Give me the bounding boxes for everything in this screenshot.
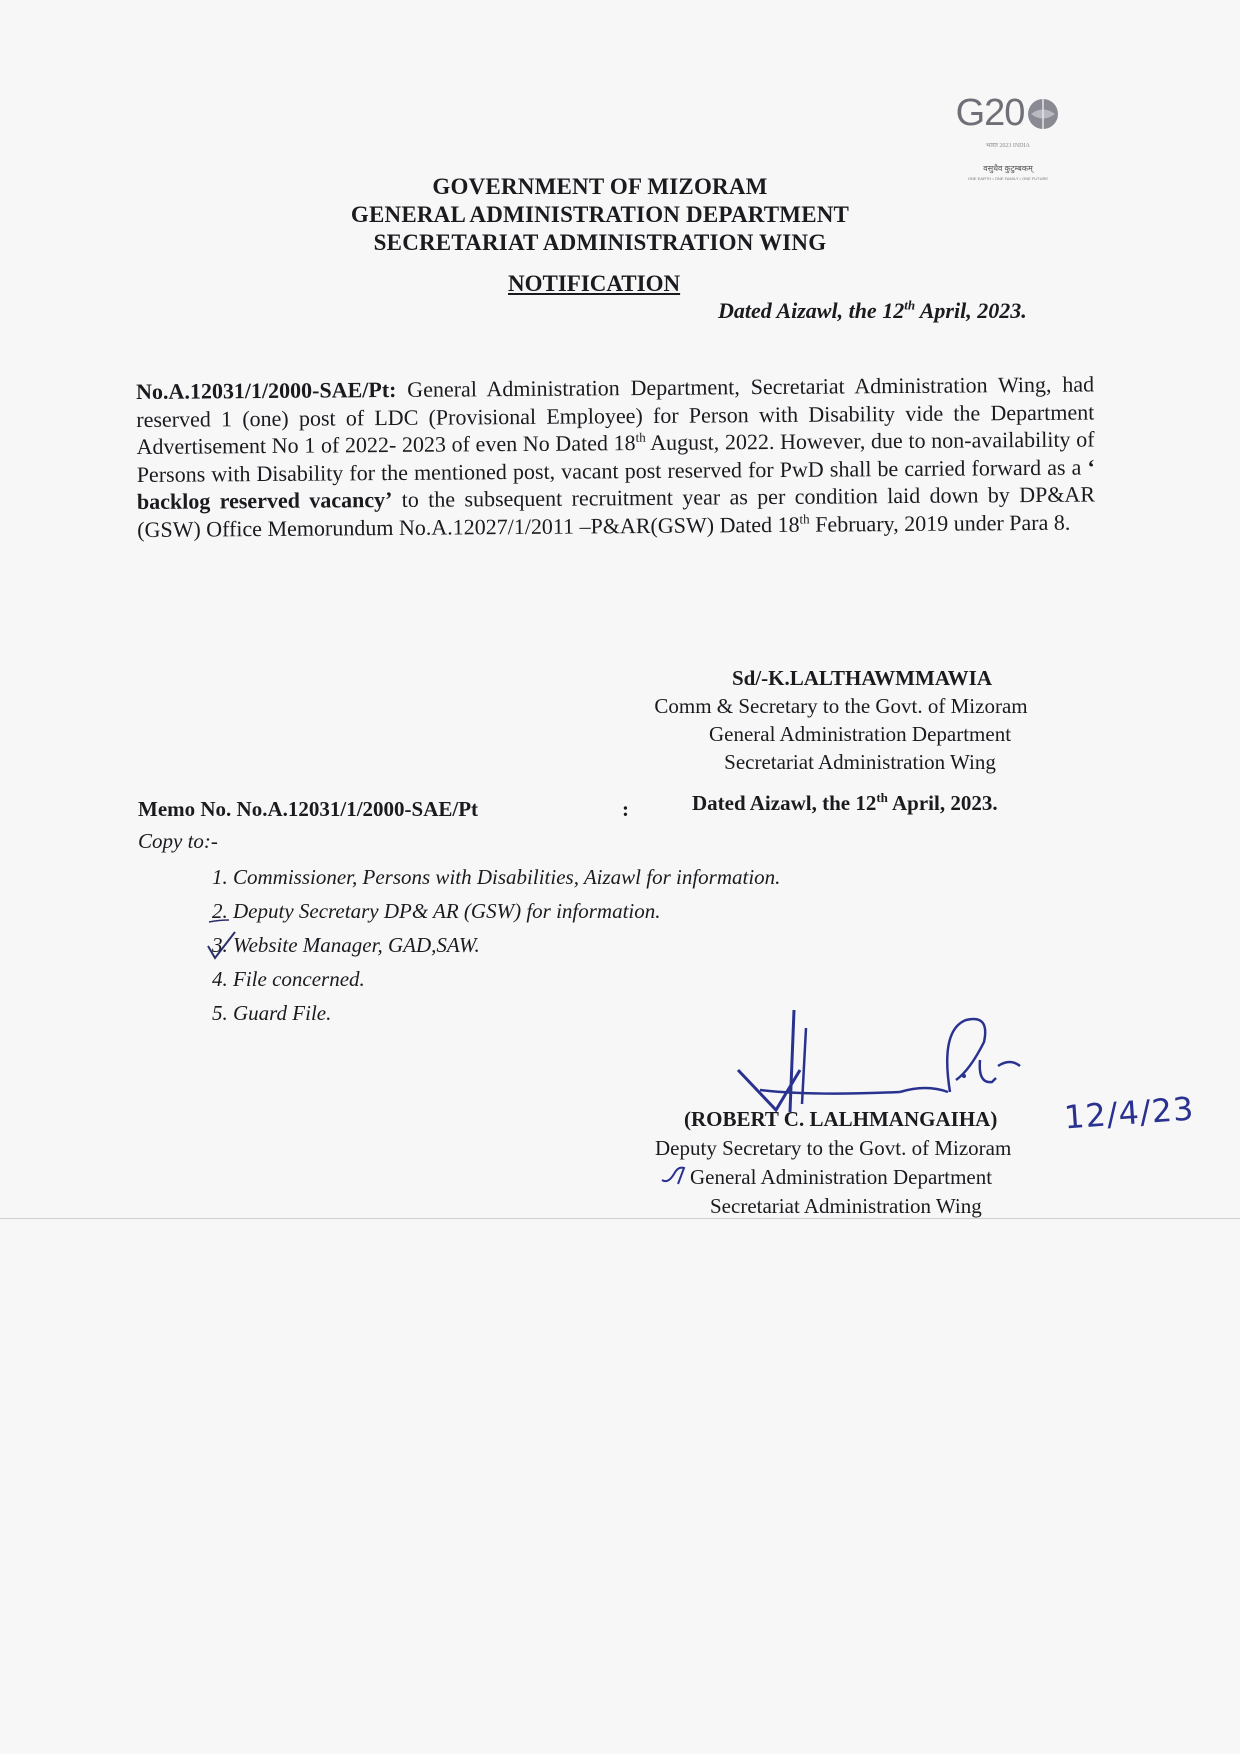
g20-caption-hi: वसुधैव कुटुम्बकम् (983, 164, 1033, 173)
copy-list-item: 1. Commissioner, Persons with Disabilities, Aizawl for information. (212, 865, 781, 889)
copy-list-item: 4. File concerned. (212, 967, 365, 991)
copy-list-item: 2. Deputy Secretary DP& AR (GSW) for information. (212, 899, 661, 923)
signatory-2-title-2: General Administration Department (690, 1165, 993, 1189)
pen-initial-mark (660, 1164, 688, 1186)
reference-number: No.A.12031/1/2000-SAE/Pt: (136, 376, 397, 404)
memo-colon: : (622, 797, 629, 821)
copy-list-item: 5. Guard File. (212, 1001, 332, 1025)
body-sup-1: th (635, 429, 646, 445)
g20-tagline: भारत 2023 INDIA (986, 143, 1030, 149)
scan-artifact-line (0, 1218, 1240, 1219)
date-sup: th (904, 297, 916, 313)
body-text-3: to the subsequent recruitment year as per condition laid down by DP&AR (GSW) Office Memorundum No.A.12027/1/2011 –P&AR(GSW) Dated 18 (137, 481, 1096, 542)
body-text-1: General Administration Department, Secretariat Administration Wing, had reserved 1 (one) post of LDC (Provisional Employee) for Person with Disability vide the Department Advertisement No 1 of 2022- 2023 of even No Dated 18 (136, 371, 1095, 459)
g20-logo-text: G20 (955, 92, 1025, 134)
memo-number: Memo No. No.A.12031/1/2000-SAE/Pt (138, 797, 479, 821)
header-line-2: GENERAL ADMINISTRATION DEPARTMENT (350, 202, 850, 227)
date-prefix: Dated Aizawl, the 12 (718, 298, 905, 323)
memo-date-prefix: Dated Aizawl, the 12 (692, 791, 877, 815)
notification-body (136, 370, 1095, 543)
g20-caption-en: ONE EARTH • ONE FAMILY • ONE FUTURE (967, 176, 1049, 181)
handwritten-date: 12/4/23 (1062, 1089, 1196, 1137)
date-suffix: April, 2023. (915, 298, 1027, 323)
signatory-2-name: (ROBERT C. LALHMANGAIHA) (684, 1107, 998, 1131)
notification-date (718, 298, 1027, 324)
signatory-1-title-3: Secretariat Administration Wing (724, 750, 996, 774)
signatory-1-name: Sd/-K.LALTHAWMMAWIA (731, 666, 993, 690)
body-sup-2: th (799, 510, 810, 526)
header-line-3: SECRETARIAT ADMINISTRATION WING (373, 230, 827, 255)
signatory-2-title-1: Deputy Secretary to the Govt. of Mizoram (655, 1136, 1012, 1160)
signatory-1-title-1: Comm & Secretary to the Govt. of Mizoram (654, 694, 1028, 718)
copy-to-label: Copy to:- (138, 829, 218, 853)
memo-date-sup: th (876, 790, 888, 805)
memo-date-suffix: April, 2023. (887, 791, 998, 815)
notification-title: NOTIFICATION (508, 271, 681, 296)
body-text-4: February, 2019 under Para 8. (809, 509, 1071, 537)
g20-logo (948, 92, 1068, 187)
header-line-1: GOVERNMENT OF MIZORAM (432, 174, 768, 199)
signatory-2-title-3: Secretariat Administration Wing (710, 1194, 982, 1218)
signatory-1-title-2: General Administration Department (708, 722, 1012, 746)
g20-globe-icon (1026, 97, 1060, 131)
body-emphasis: ‘ backlog reserved vacancy’ (136, 453, 1095, 514)
pen-tick-mark (205, 902, 245, 962)
signatory-1 (620, 664, 1080, 776)
body-text-2: August, 2022. However, due to non-availability of Persons with Disability for the mentioned post, vacant post reserved for PwD shall be carried forward as a (136, 426, 1095, 487)
memo-date (692, 791, 998, 816)
copy-list-item: 3. Website Manager, GAD,SAW. (212, 933, 480, 957)
